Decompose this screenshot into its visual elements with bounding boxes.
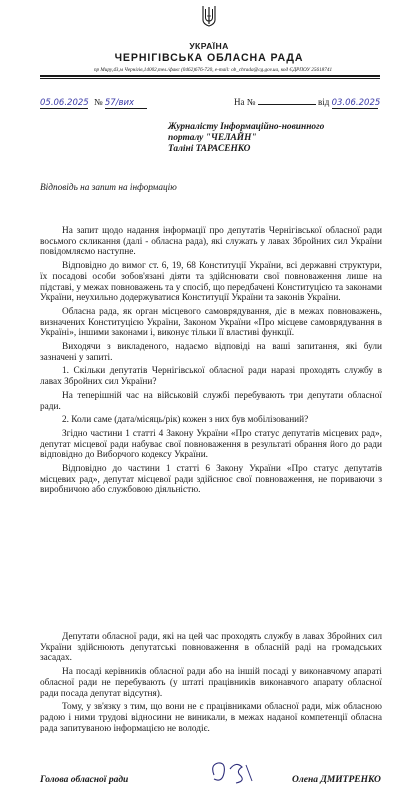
outgoing-number: 57/вих: [105, 98, 147, 109]
header-divider-thick: [40, 75, 380, 77]
in-reply-number: [258, 104, 316, 105]
body-paragraph: Обласна рада, як орган місцевого самоврядування, діє в межах повноважень, визначених Конституцією України, Законом України «Про місцеве самоврядування в Україні», іншими законами і, виконує тільки її властиві функції.: [40, 306, 382, 339]
organization-heading: ЧЕРНІГІВСЬКА ОБЛАСНА РАДА: [114, 52, 304, 64]
question-2: 2. Коли саме (дата/місяць/рік) кожен з них був мобілізований?: [62, 415, 309, 426]
letter-body: [40, 226, 382, 499]
handwritten-signature: [206, 755, 266, 789]
addressee-block: [168, 122, 408, 156]
trident-emblem-icon: [201, 4, 217, 28]
addressee-line: Журналісту Інформаційно-новинного: [168, 122, 325, 132]
outgoing-date-field: [40, 97, 88, 111]
body-paragraph: Виходячи з викладеного, надаємо відповіді на ваші запитання, які були зазначені у запиті.: [40, 342, 382, 363]
addressee-line: порталу "ЧЕЛАЙН": [168, 133, 257, 144]
in-reply-date: 03.06.2025: [331, 98, 381, 108]
letter-body-continued: [40, 632, 382, 737]
number-sign: №: [94, 97, 103, 107]
body-paragraph: Відповідно до вимог ст. 6, 19, 68 Конституції України, всі державні структури, їх посадові особи зобов'язані діяти та здійснювати свої повноваження лише на підставі, у межах повноважень та у спосіб, що передбачені Конституцією та законами України, неухильно додержуватися Конституції України та законів України.: [40, 261, 382, 304]
header-divider-thin: [40, 78, 380, 79]
outgoing-date: 05.06.2025: [40, 98, 89, 108]
question-1: 1. Скільки депутатів Чернігівської обласної ради наразі проходять службу в лавах Збройних сил України?: [40, 366, 382, 388]
body-paragraph: На посаді керівників обласної ради або на іншій посаді у виконавчому апараті обласної ради не перебувають (у штаті працівників виконавчого апарату обласної ради посада депутат відсутня).: [40, 667, 382, 699]
answer-1: На теперішній час на військовій службі перебувають три депутати обласної ради.: [40, 390, 382, 412]
outgoing-number-field: [94, 97, 147, 111]
body-paragraph: Тому, у зв'язку з тим, що вони не є працівниками обласної ради, між обласною радою і ними трудові відносини не виникали, в межах наданої компетенції обласна рада запитуваною інформацією не володіє.: [40, 702, 382, 734]
in-reply-date-field: [318, 97, 381, 111]
answer-2-paragraph: Згідно частини 1 статті 4 Закону України «Про статус депутатів місцевих рад», депутат місцевої ради набуває свої повноваження в результаті обрання його до ради відповідно до Виборчого кодексу України.: [40, 428, 382, 461]
signatory-position: Голова обласної ради: [40, 775, 129, 785]
answer-2-paragraph: Відповідно до частини 1 статті 6 Закону України «Про статус депутатів місцевих рад», депутат місцевої ради здійснює свої повноваження, не пориваючи з виробничою або службовою діяльністю.: [40, 464, 382, 496]
letter-subject: Відповідь на запит на інформацію: [40, 183, 177, 193]
body-paragraph: Депутати обласної ради, які на цей час проходять службу в лавах Збройних сил України здійснюють депутатські повноваження в обласній раді на громадських засадах.: [40, 632, 382, 664]
contact-line: пр Миру,43,м Чернігів,14002,тел./факс (0462)676-720, e-mail: ob_chrada@cg.gov.ua, код ЄДРПОУ 25618741: [93, 67, 333, 73]
from-label: від: [318, 97, 330, 107]
signatory-name: Олена ДМИТРЕНКО: [292, 775, 381, 785]
in-reply-field: [234, 97, 316, 111]
body-paragraph: На запит щодо надання інформації про депутатів Чернігівської обласної ради восьмого скликання (далі - обласна рада), які служать у лавах Збройних сил України повідомляємо наступне.: [40, 226, 382, 258]
country-heading: УКРАЇНА: [189, 41, 229, 51]
addressee-line: Таліні ТАРАСЕНКО: [168, 144, 251, 155]
in-reply-label: На №: [234, 97, 256, 107]
